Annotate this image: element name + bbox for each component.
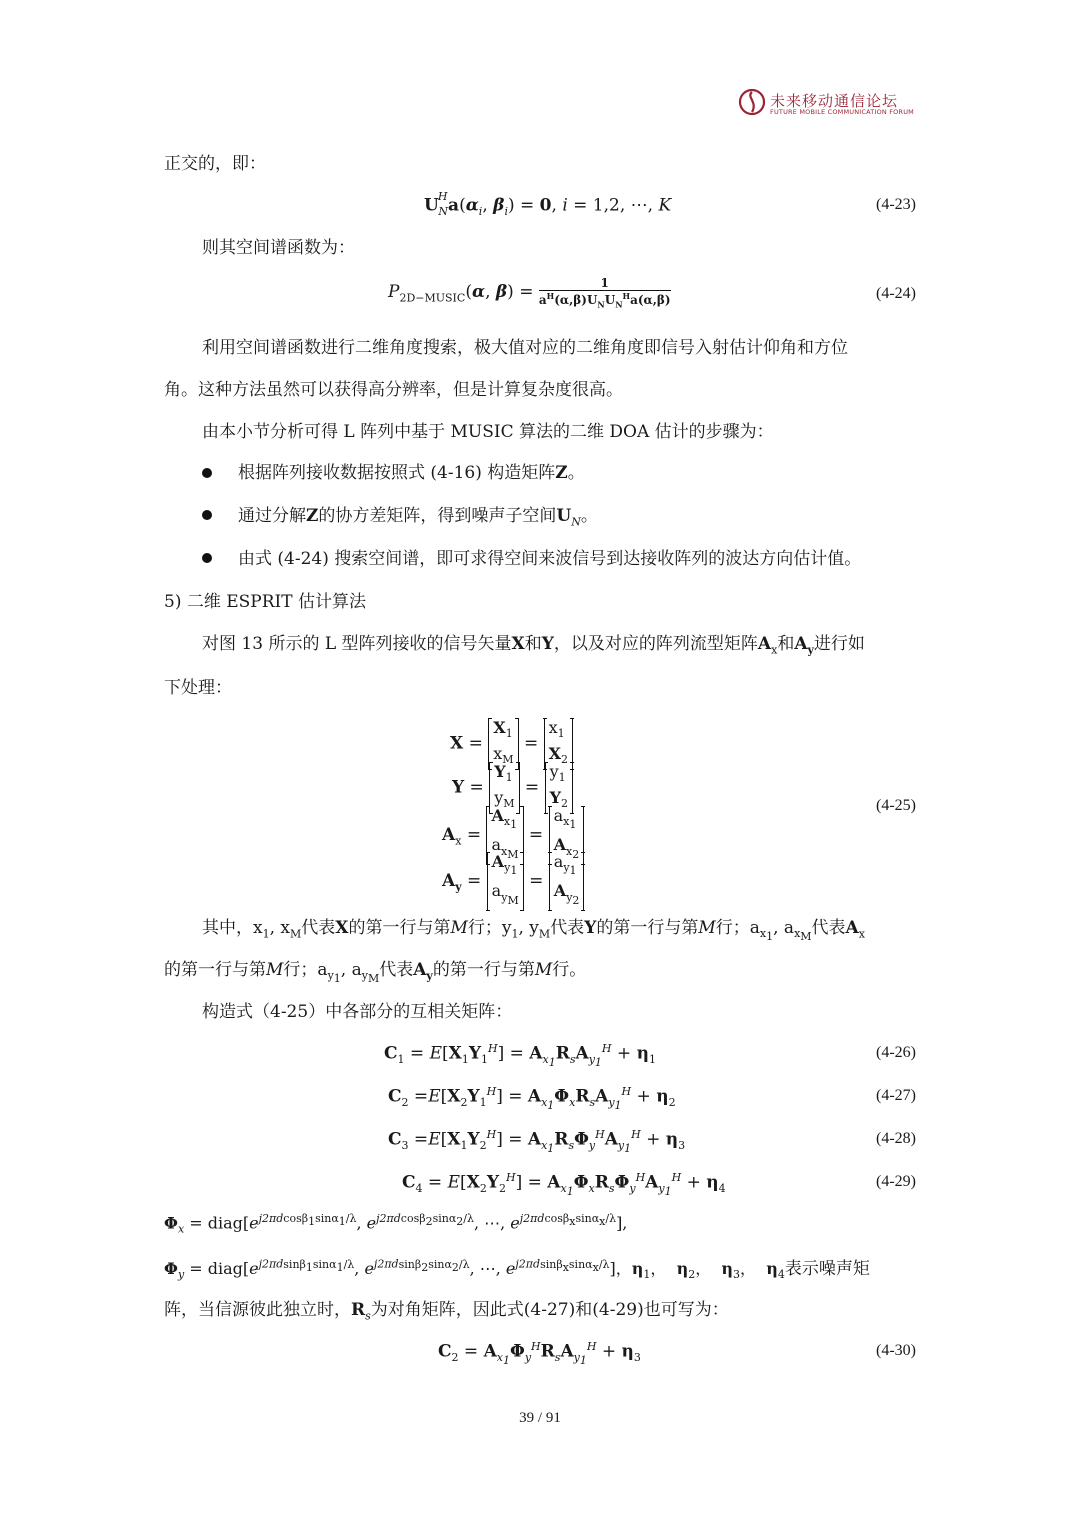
equation-4-23: $U^H_Na(\alpha_i$, $\beta_i) = 0$, i = 1,2, ⋯, K	[424, 190, 672, 219]
equation-4-26: $C_1 = E[X_1Y_1^H] = A_{x_1}R_sA_{y_1}^H + \eta_1$	[384, 1042, 656, 1070]
equation-4-25-Y: Y = $Y_1$ $y_M$ = $y_1$ $Y_2$	[452, 762, 573, 814]
paragraph-orthogonal: 正交的，即：	[164, 154, 266, 174]
equation-number-4-29: (4-29)	[876, 1173, 916, 1190]
equation-number-4-30: (4-30)	[876, 1342, 916, 1359]
paragraph-independent-sources: 阵，当信源彼此独立时，$R_s$为对角矩阵，因此式(4-27)和(4-29)也可写为：	[164, 1300, 729, 1323]
equation-phi-x: $\Phi_x$ = $diag[e^{j2\pi dcos\beta_1sin\alpha_1/\lambda}$, $e^{j2\pi dcos\beta_2sin\alpha_2/\lambda}$, ⋯, $e^{j2\pi dcos\beta_xsin\alpha_x/\lambda}$],	[164, 1212, 628, 1236]
forum-logo-icon	[738, 88, 766, 116]
equation-number-4-23: (4-23)	[876, 196, 916, 213]
equation-4-24: $P_{2D-MUSIC}(\alpha$, β) = $\frac{1}{a^H(\alpha,\beta)U_NU_N^Ha(\alpha,\beta)}$	[388, 276, 671, 310]
equation-4-25-Ay: $A_y$ = $A_{y_1}$ $a_{y_M}$ = $a_{y_1}$ $A_{y_2}$	[442, 852, 584, 911]
paragraph-search-1: 利用空间谱函数进行二维角度搜索，极大值对应的二维角度即信号入射估计仰角和方位	[202, 338, 848, 358]
equation-4-25-X: X = $X_1$ $x_M$ = $x_1$ $X_2$	[450, 718, 573, 770]
paragraph-search-2: 角。这种方法虽然可以获得高分辨率，但是计算复杂度很高。	[164, 380, 623, 400]
paragraph-processing-2: 下处理：	[164, 678, 232, 698]
logo-english-text: FUTURE MOBILE COMMUNICATION FORUM	[770, 108, 914, 116]
equation-number-4-28: (4-28)	[876, 1130, 916, 1147]
equation-4-29: $C_4 = E[X_2Y_2^H] = A_{x_1}\Phi_xR_s\Phi_y^HA_{y_1}^H + \eta_4$	[402, 1171, 726, 1199]
paragraph-steps-intro: 由本小节分析可得 L 阵列中基于 MUSIC 算法的二维 DOA 估计的步骤为：	[202, 422, 774, 442]
equation-4-28: $C_3 =E[X_1Y_2^H] = A_{x_1}R_s\Phi_y^HA_{y_1}^H + \eta_3$	[388, 1128, 686, 1156]
paragraph-processing-1: 对图 13 所示的 L 型阵列接收的信号矢量X和Y，以及对应的阵列流型矩阵$A_x$和$A_y$进行如	[202, 634, 865, 657]
bullet-1-text: 根据阵列接收数据按照式 (4-16) 构造矩阵Z。	[238, 463, 585, 483]
paragraph-spectrum-function: 则其空间谱函数为：	[202, 238, 355, 258]
section-heading-esprit: 5) 二维 ESPRIT 估计算法	[164, 592, 367, 612]
equation-4-25-Ax: $A_x$ = $A_{x_1}$ $a_{x_M}$ = $a_{x_1}$ $A_{x_2}$	[442, 806, 584, 865]
bullet-1-icon	[202, 468, 212, 478]
forum-logo	[738, 88, 914, 120]
paragraph-cross-correlation: 构造式（4-25）中各部分的互相关矩阵：	[202, 1002, 513, 1022]
logo-chinese-text: 未来移动通信论坛	[770, 92, 899, 110]
bullet-3-text: 由式 (4-24) 搜索空间谱，即可求得空间来波信号到达接收阵列的波达方向估计值。	[238, 549, 862, 569]
page-number: 39 / 91	[519, 1410, 561, 1426]
bullet-2-icon	[202, 510, 212, 520]
equation-number-4-24: (4-24)	[876, 285, 916, 302]
paragraph-definitions-2: 的第一行与第M行；$a_{y_1}$, $a_{y_M}$代表$A_y$的第一行与第M行。	[164, 960, 587, 986]
equation-number-4-26: (4-26)	[876, 1044, 916, 1061]
equation-4-27: $C_2 =E[X_2Y_1^H] = A_{x_1}\Phi_xR_sA_{y_1}^H + \eta_2$	[388, 1085, 676, 1113]
bullet-2-text: 通过分解Z的协方差矩阵，得到噪声子空间$U_N$。	[238, 506, 598, 529]
equation-number-4-27: (4-27)	[876, 1087, 916, 1104]
equation-4-30: $C_2 = A_{x_1}\Phi_y^HR_sA_{y_1}^H + \eta_3$	[438, 1340, 641, 1368]
bullet-3-icon	[202, 553, 212, 563]
paragraph-definitions-1: 其中，$x_1$, $x_M$代表X的第一行与第M行；$y_1$, $y_M$代表Y的第一行与第M行；$a_{x_1}$, $a_{x_M}$代表$A_x$	[202, 918, 865, 944]
equation-number-4-25: (4-25)	[876, 797, 916, 814]
equation-phi-y: $\Phi_y$ = $diag[e^{j2\pi dsin\beta_1sin\alpha_1/\lambda}$, $e^{j2\pi dsin\beta_2sin\alpha_2/\lambda}$, ⋯, $e^{j2\pi dsin\beta_xsin\alpha_x/\lambda}$]，$\eta_1$， $\eta_2$， $\eta_3$， $\eta_4$表示噪声矩	[164, 1257, 870, 1282]
